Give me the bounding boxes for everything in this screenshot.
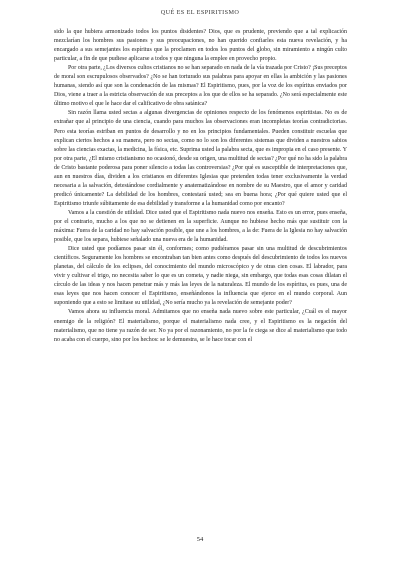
running-header: QUÉ ES EL ESPIRITISMO xyxy=(160,9,240,16)
body-text xyxy=(54,28,347,345)
paragraph: Vamos ahora su influencia moral. Admitamos que no enseña nada nuevo sobre este particular, ¿Cuál es el mayor enemigo de la religión? El materialismo, porque el materialismo nada cree, y el Espiritismo es la negación del materialismo, que no tiene ya razón de ser. No ya por el razonamiento, no por la fe ciega se dice al materialismo que todo no acaba con el cuerpo, sino por los hechos: se le demuestra, se le hace tocar con el xyxy=(54,309,347,343)
paragraph: Vamos a la cuestión de utilidad. Dice usted que el Espiritismo nada nuevo nos enseña. Esto es un error, pues enseña, por el contrario, mucho a los que no se detienen en la superficie. Aunque no hubiese hecho más que sustituir con la máxima: Fuera de la caridad no hay salvación posible, que une a los hombres, a la de: Fuera de la Iglesia no hay salvación posible, que los separa, hubiese señalado una nueva era de la humanidad. xyxy=(54,209,347,244)
paragraph: Sin razón llama usted sectas a algunas divergencias de opiniones respecto de los fenómenos espiritistas. No es de extrañar que al principio de una ciencia, cuando para muchos las observaciones eran incompletas teorías contradictorias. Pero esta teorías estriban en puntos de desarrollo y no en los principios fundamentales. Pueden constituir escuelas que explican ciertos hechos a su manera, pero no sectas, como no lo son los diferentes sistemas que dividen a nuestros sabios sobre las ciencias exactas, la medicina, la física, etc. Suprima usted la palabra secta, que es impropia en el caso presente. Y por otra parte, ¿El mismo cristianismo no ocasionó, desde su origen, una multitud de sectas? ¿Por qué no ha sido la palabra de Cristo bastante poderosa para poner silencio a todas las controversias? ¿Por qué es susceptible de interpretaciones que, aun en nuestros días, dividen a los cristianos en diferentes Iglesias que pretenden todas tener exclusivamente la verdad necesaria a la salvación, detestándose cordialmente y anatematizándose en nombre de su Maestro, que el amor y caridad predicó únicamente? La debilidad de los hombres, contestará usted; sea en buena hora; ¿Por qué quiere usted que el Espiritismo triunfe súbitamente de esa debilidad y transforme a la humanidad como por encanto? xyxy=(54,110,347,207)
page-number: 54 xyxy=(196,536,204,543)
paragraph: Por otra parte, ¿Los diversos cultos cristianos no se han separado en nada de la vía trazada por Cristo? ¡Sus preceptos de moral son escrupulosos observados? ¿No se han torturado sus palabras para apoyar en ellas la ambición y las pasiones humanas, siendo así que son la condenación de las mismas? El Espiritismo, pues, por la voz de los espíritus enviados por Dios, viene a traer a la estricta observación de sus preceptos a los que de ellos se ha separado. ¿No será especialmente este último motivo el que le hace dar el calificativo de obra satánica? xyxy=(54,65,347,108)
paragraph: Dice usted que podíamos pasar sin él, conformes; como pudiéramos pasar sin una multitud de descubrimientos científicos. Seguramente los hombres se encontraban tan bien antes como después del descubrimiento de todos los nuevos planetas, del cálculo de los eclipses, del conocimiento del mundo microscópico y de otras cien cosas. El labrador, para vivir y cultivar el trigo, no necesita saber lo que es un cometa, y nadie niega, sin embargo, que todas esas cosas dilatan el círculo de las ideas y nos hacen penetrar más y más las leyes de la naturaleza. El mundo de los espíritus, es pues, una de esas leyes que nos hacen conocer el Espiritismo, enseñándonos la influencia que ejerce en el mundo corporal. Aun suponiendo que a esto se limitase su utilidad, ¿No sería mucho ya la revelación de semejante poder? xyxy=(54,246,347,307)
paragraph: sido la que hubiera armonizado todos los puntos disidentes? Dios, que es prudente, previendo que a tal explicación mezclarían los hombres sus pasiones y sus preocupaciones, no han querido confiarles esta nueva revelación, y ha encargado a sus semejantes los espíritus que la proclamen en todos los puntos del globo, sin miramiento a ningún culto particular, a fin de que pudiese aplicarse a todos y que ninguna la emplee en provecho propio. xyxy=(54,29,347,63)
